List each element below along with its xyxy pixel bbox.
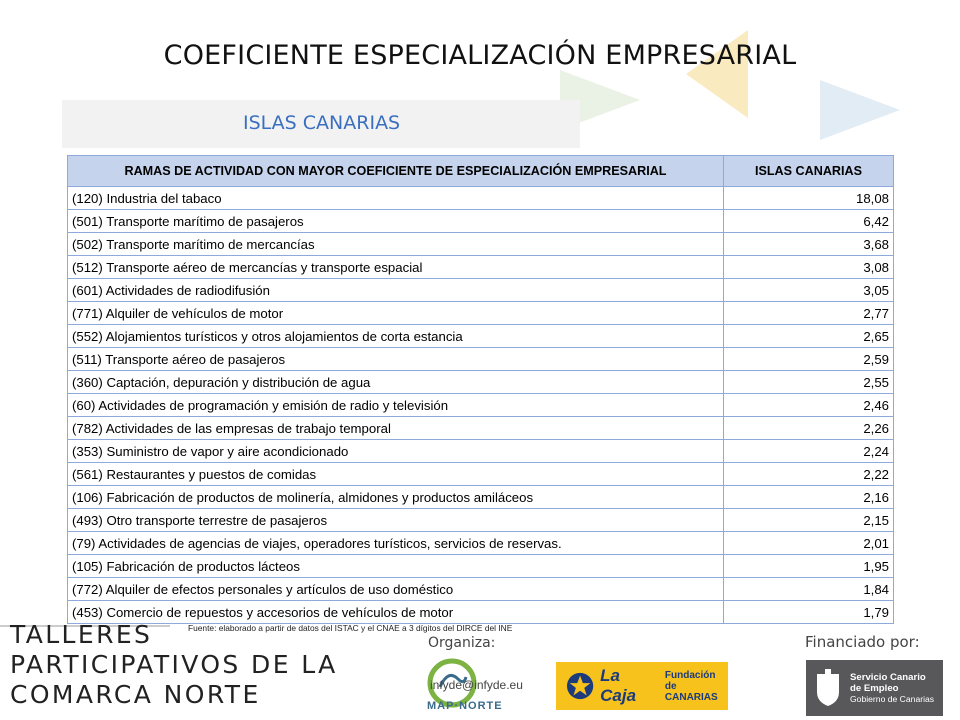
activity-cell: (772) Alquiler de efectos personales y artículos de uso doméstico — [68, 578, 724, 601]
organiza-label: Organiza: — [428, 635, 496, 651]
page-title: COEFICIENTE ESPECIALIZACIÓN EMPRESARIAL — [163, 40, 797, 71]
value-cell: 2,16 — [724, 486, 894, 509]
value-cell: 1,79 — [724, 601, 894, 624]
sce-text — [850, 672, 934, 705]
value-cell: 2,46 — [724, 394, 894, 417]
table-row — [68, 187, 894, 210]
mapnorte-label: MAP·NORTE — [427, 700, 503, 712]
lacaja-brand: La Caja — [600, 666, 637, 705]
sce-line: Servicio Canario — [850, 671, 926, 683]
value-cell: 3,08 — [724, 256, 894, 279]
column-header-region: ISLAS CANARIAS — [724, 156, 894, 187]
activity-cell: (353) Suministro de vapor y aire acondicionado — [68, 440, 724, 463]
table-row — [68, 279, 894, 302]
table-row — [68, 532, 894, 555]
value-cell: 3,68 — [724, 233, 894, 256]
lacaja-fund-line: Fundación — [664, 669, 716, 681]
table-row — [68, 440, 894, 463]
activity-cell: (502) Transporte marítimo de mercancías — [68, 233, 724, 256]
value-cell: 2,26 — [724, 417, 894, 440]
table-row — [68, 417, 894, 440]
lacaja-fund-line: de CANARIAS — [664, 680, 718, 703]
table-row — [68, 348, 894, 371]
lacaja-star-icon — [566, 671, 594, 701]
activity-cell: (552) Alojamientos turísticos y otros alojamientos de corta estancia — [68, 325, 724, 348]
table-row — [68, 509, 894, 532]
value-cell: 2,77 — [724, 302, 894, 325]
source-note: Fuente: elaborado a partir de datos del ISTAC y el CNAE a 3 dígitos del DIRCE del INE — [188, 623, 513, 633]
lacaja-foundation — [665, 670, 728, 703]
activity-cell: (493) Otro transporte terrestre de pasajeros — [68, 509, 724, 532]
table-row — [68, 463, 894, 486]
value-cell: 2,01 — [724, 532, 894, 555]
value-cell: 1,84 — [724, 578, 894, 601]
sce-logo — [806, 660, 943, 716]
table-row — [68, 302, 894, 325]
column-header-activity: RAMAS DE ACTIVIDAD CON MAYOR COEFICIENTE DE ESPECIALIZACIÓN EMPRESARIAL — [68, 156, 724, 187]
specialization-table — [67, 155, 894, 624]
activity-cell: (105) Fabricación de productos lácteos — [68, 555, 724, 578]
activity-cell: (360) Captación, depuración y distribución de agua — [68, 371, 724, 394]
table-row — [68, 371, 894, 394]
activity-cell: (782) Actividades de las empresas de trabajo temporal — [68, 417, 724, 440]
value-cell: 2,55 — [724, 371, 894, 394]
canarias-shield-icon — [814, 668, 842, 708]
table-row — [68, 555, 894, 578]
lacaja-logo — [556, 662, 728, 710]
table-row — [68, 233, 894, 256]
table-row — [68, 578, 894, 601]
table-row — [68, 210, 894, 233]
sce-line: de Empleo — [850, 682, 899, 694]
activity-cell: (120) Industria del tabaco — [68, 187, 724, 210]
activity-cell: (771) Alquiler de vehículos de motor — [68, 302, 724, 325]
workshop-title — [10, 620, 380, 710]
activity-cell: (501) Transporte marítimo de pasajeros — [68, 210, 724, 233]
value-cell: 2,59 — [724, 348, 894, 371]
region-label: ISLAS CANARIAS — [243, 112, 401, 134]
activity-cell: (511) Transporte aéreo de pasajeros — [68, 348, 724, 371]
table-header-row — [68, 156, 894, 187]
value-cell: 2,15 — [724, 509, 894, 532]
workshop-line: COMARCA NORTE — [10, 680, 261, 709]
table-row — [68, 256, 894, 279]
email-link[interactable]: infyde@infyde.eu — [430, 678, 523, 692]
activity-cell: (79) Actividades de agencias de viajes, operadores turísticos, servicios de reservas. — [68, 532, 724, 555]
activity-cell: (512) Transporte aéreo de mercancías y transporte espacial — [68, 256, 724, 279]
activity-cell: (106) Fabricación de productos de molinería, almidones y productos amiláceos — [68, 486, 724, 509]
value-cell: 1,95 — [724, 555, 894, 578]
table-row — [68, 325, 894, 348]
activity-cell: (453) Comercio de repuestos y accesorios de vehículos de motor — [68, 601, 724, 624]
sce-line: Gobierno de Canarias — [850, 693, 935, 704]
workshop-line: PARTICIPATIVOS DE LA — [10, 650, 338, 679]
table-row — [68, 394, 894, 417]
value-cell: 2,24 — [724, 440, 894, 463]
workshop-line: TALLERES — [10, 620, 153, 649]
value-cell: 2,22 — [724, 463, 894, 486]
activity-cell: (601) Actividades de radiodifusión — [68, 279, 724, 302]
value-cell: 3,05 — [724, 279, 894, 302]
value-cell: 18,08 — [724, 187, 894, 210]
activity-cell: (561) Restaurantes y puestos de comidas — [68, 463, 724, 486]
value-cell: 6,42 — [724, 210, 894, 233]
table-row — [68, 486, 894, 509]
financiado-label: Financiado por: — [805, 633, 920, 651]
activity-cell: (60) Actividades de programación y emisión de radio y televisión — [68, 394, 724, 417]
value-cell: 2,65 — [724, 325, 894, 348]
